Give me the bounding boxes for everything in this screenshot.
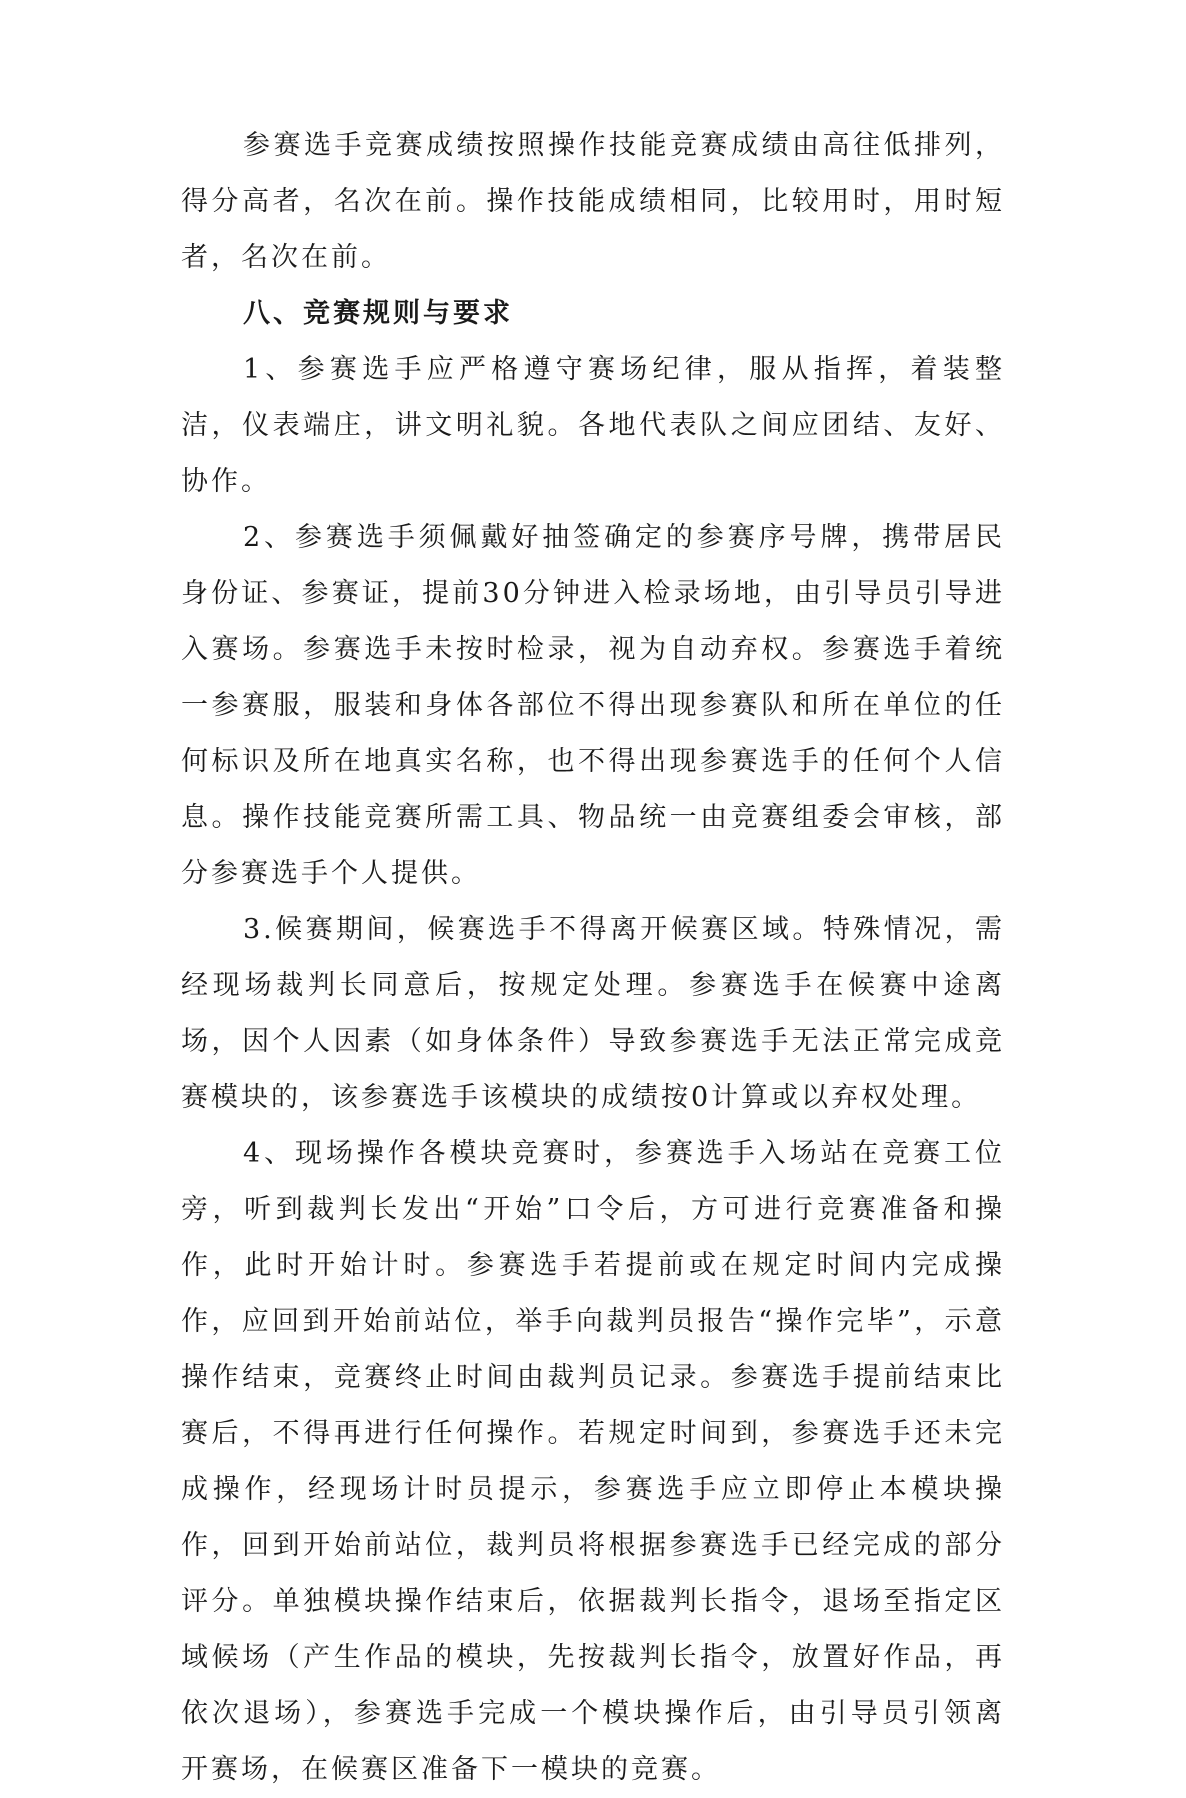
section-heading: 八、竞赛规则与要求 xyxy=(243,298,513,329)
rule-2: 2、参赛选手须佩戴好抽签确定的参赛序号牌，携带居民身份证、参赛证，提前30分钟进入检录场地，由引导员引导进入赛场。参赛选手未按时检录，视为自动弃权。参赛选手着统一参赛服，服装和身体各部位不得出现参赛队和所在单位的任何标识及所在地真实名称，也不得出现参赛选手的任何个人信息。操作技能竞赛所需工具、物品统一由竞赛组委会审核，部分参赛选手个人提供。 xyxy=(181,522,1005,889)
rule-1: 1、参赛选手应严格遵守赛场纪律，服从指挥，着装整洁，仪表端庄，讲文明礼貌。各地代表队之间应团结、友好、协作。 xyxy=(181,354,1005,497)
rule-3: 3.候赛期间，候赛选手不得离开候赛区域。特殊情况，需经现场裁判长同意后，按规定处理。参赛选手在候赛中途离场，因个人因素（如身体条件）导致参赛选手无法正常完成竞赛模块的，该参赛选手该模块的成绩按0计算或以弃权处理。 xyxy=(181,914,1005,1113)
paragraph-ranking: 参赛选手竞赛成绩按照操作技能竞赛成绩由高往低排列，得分高者，名次在前。操作技能成绩相同，比较用时，用时短者，名次在前。 xyxy=(181,130,1005,273)
document-page xyxy=(181,118,1005,1798)
rule-4: 4、现场操作各模块竞赛时，参赛选手入场站在竞赛工位旁，听到裁判长发出“开始”口令后，方可进行竞赛准备和操作，此时开始计时。参赛选手若提前或在规定时间内完成操作，应回到开始前站位，举手向裁判员报告“操作完毕”，示意操作结束，竞赛终止时间由裁判员记录。参赛选手提前结束比赛后，不得再进行任何操作。若规定时间到，参赛选手还未完成操作，经现场计时员提示，参赛选手应立即停止本模块操作，回到开始前站位，裁判员将根据参赛选手已经完成的部分评分。单独模块操作结束后，依据裁判长指令，退场至指定区域候场（产生作品的模块，先按裁判长指令，放置好作品，再依次退场），参赛选手完成一个模块操作后，由引导员引领离开赛场，在候赛区准备下一模块的竞赛。 xyxy=(181,1138,1005,1785)
